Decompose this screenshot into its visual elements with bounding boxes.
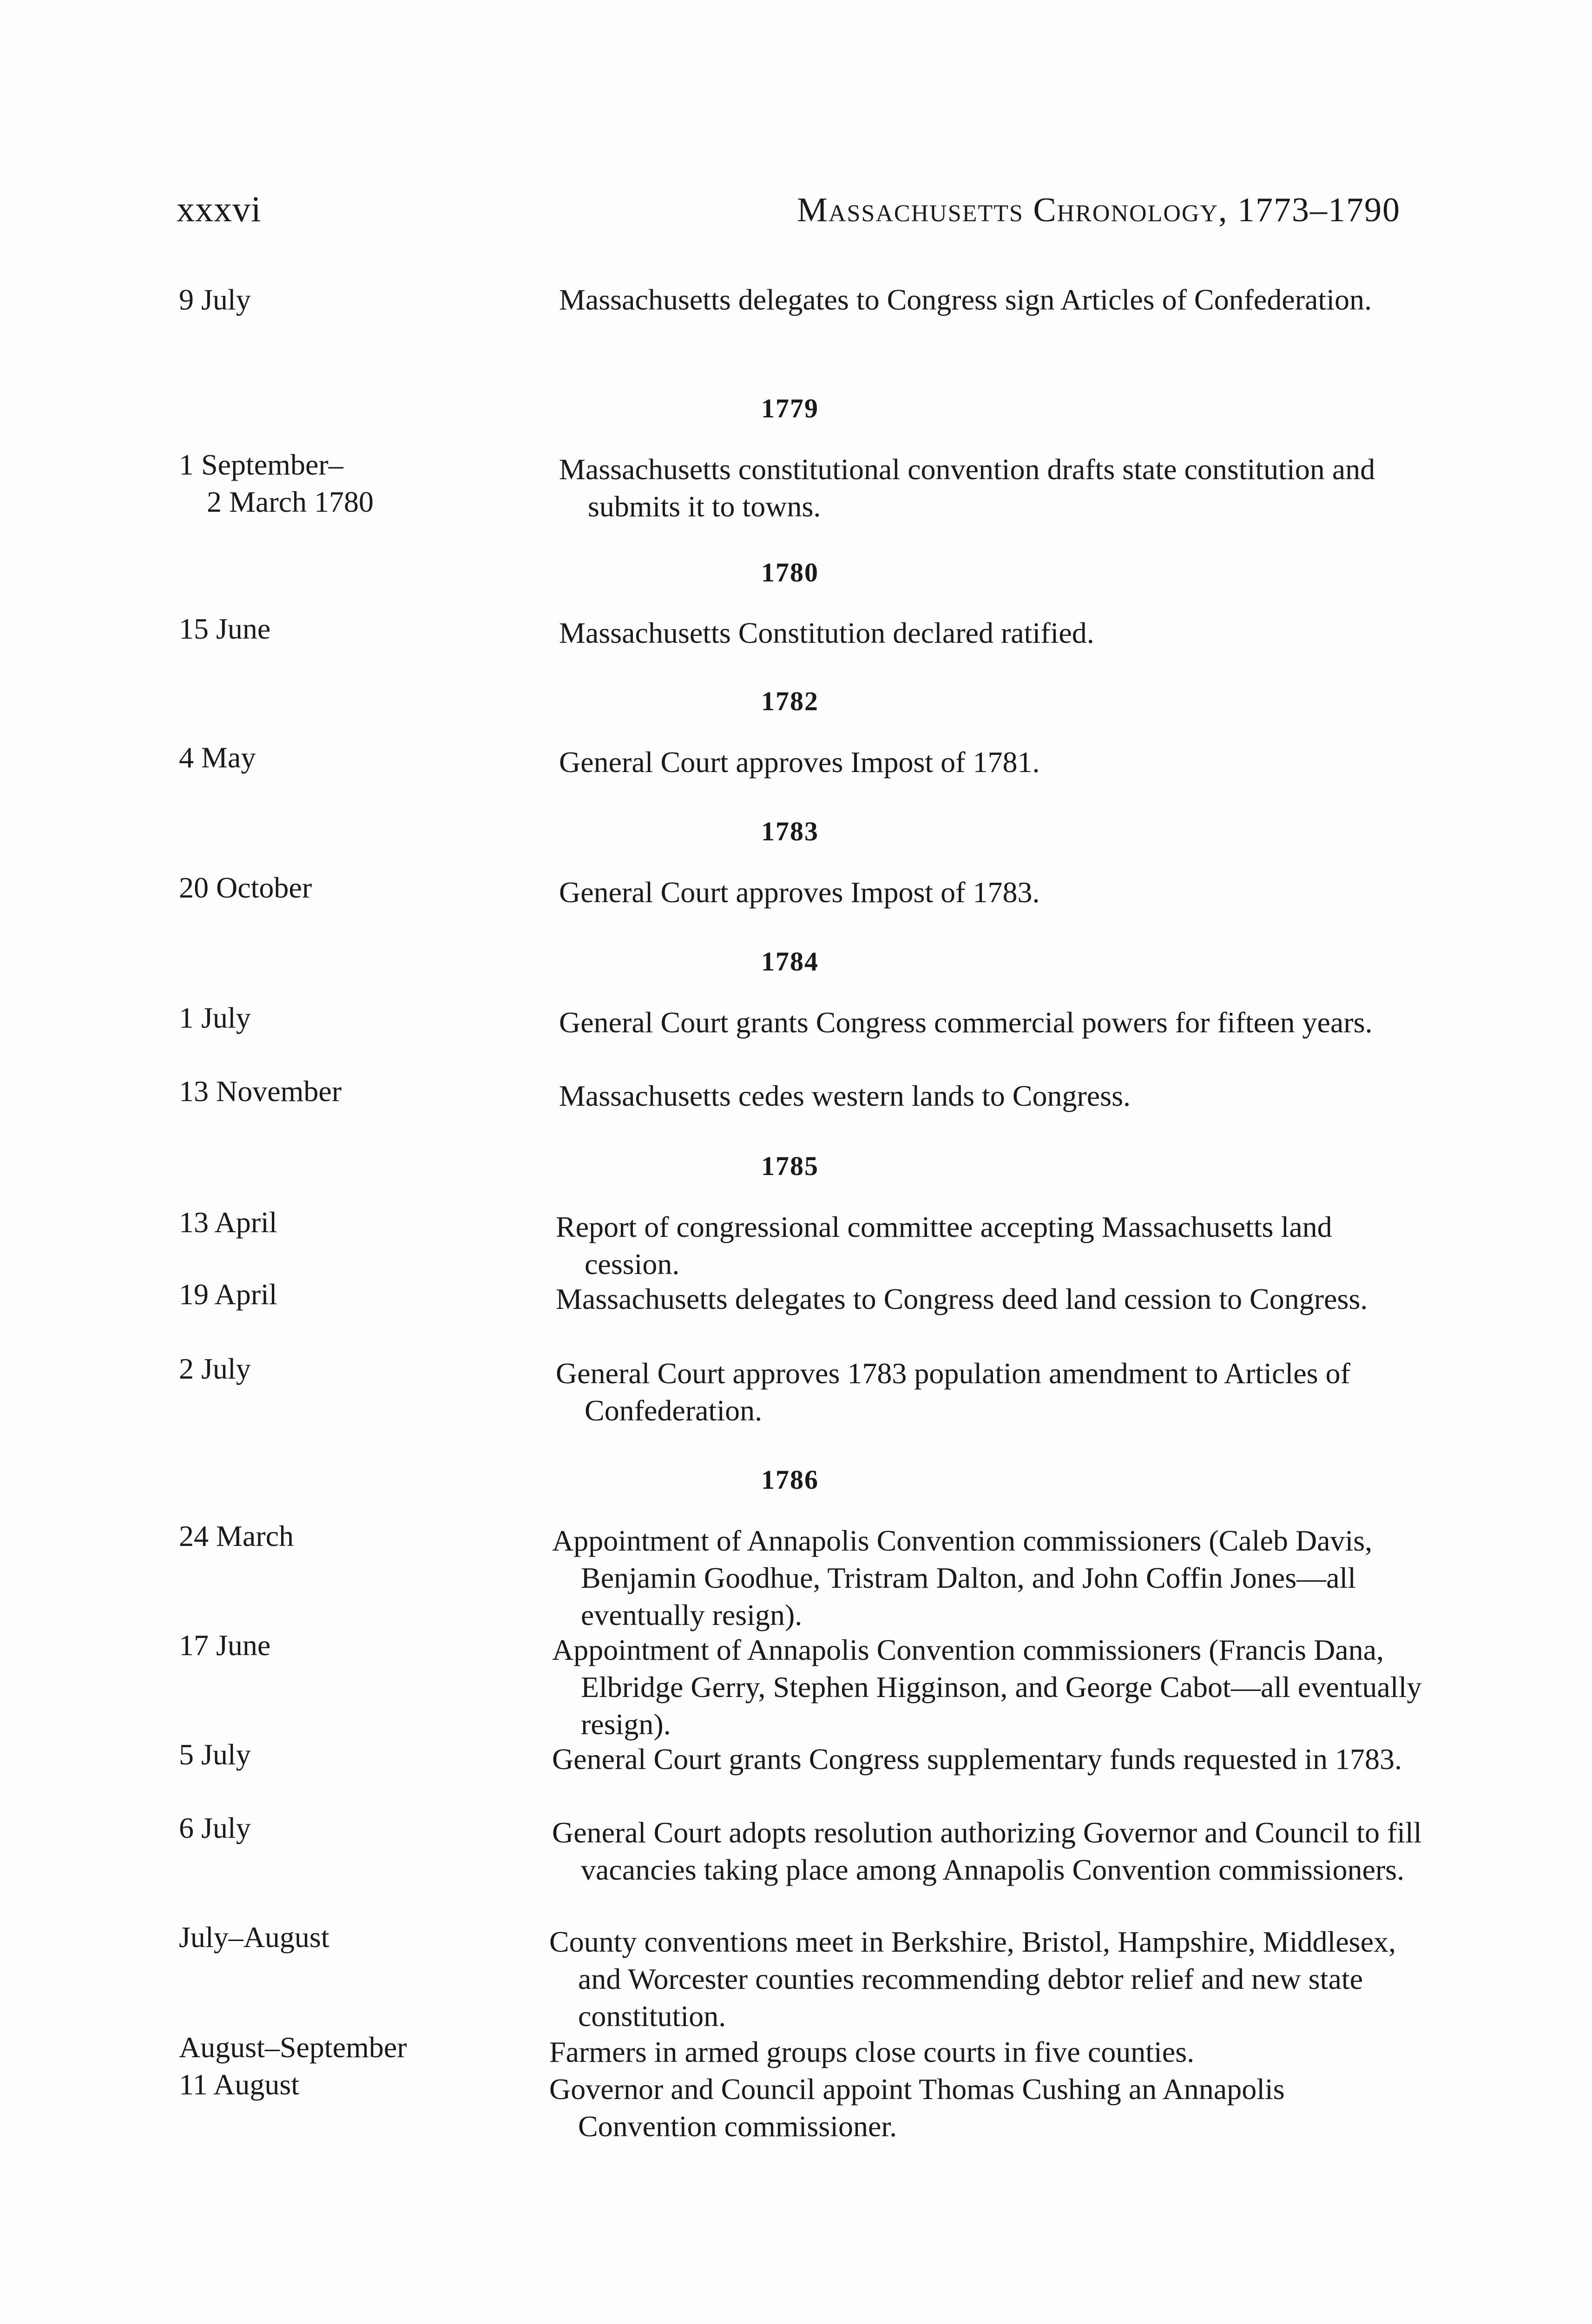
year-heading: 1779	[761, 393, 819, 423]
entry-date: July–August	[179, 1921, 329, 1954]
entry-date: 20 October	[179, 871, 312, 904]
running-head: Massachusetts Chronology, 1773–1790	[797, 191, 1401, 229]
year-heading: 1780	[761, 557, 819, 588]
entry-date: 13 April	[179, 1206, 277, 1239]
entry-date: 5 July	[179, 1738, 251, 1771]
entry-date: 19 April	[179, 1278, 277, 1311]
entry-date	[179, 446, 374, 521]
entry-event: Report of congressional committee accepting Massachusetts land cession.	[556, 1210, 1332, 1281]
entry-event: Appointment of Annapolis Convention commissioners (Caleb Davis, Benjamin Goodhue, Tristram Dalton, and John Coffin Jones—all eventually resign).	[552, 1524, 1373, 1631]
year-heading: 1784	[761, 946, 819, 977]
entry-event: General Court approves Impost of 1783.	[559, 876, 1040, 909]
entry-date: 4 May	[179, 741, 256, 774]
entry-event: Massachusetts Constitution declared ratified.	[559, 616, 1094, 649]
year-heading: 1785	[761, 1151, 819, 1181]
year-heading: 1786	[761, 1465, 819, 1495]
entry-date: 2 July	[179, 1352, 251, 1385]
entry-event: Massachusetts delegates to Congress sign Articles of Confederation.	[559, 283, 1372, 316]
entry-date: 11 August	[179, 2068, 299, 2101]
entry-date-line2: 2 March 1780	[207, 485, 374, 518]
entry-event: General Court approves 1783 population amendment to Articles of Confederation.	[556, 1357, 1350, 1427]
entry-event: Massachusetts cedes western lands to Congress.	[559, 1079, 1131, 1112]
year-heading: 1783	[761, 816, 819, 846]
entry-event: General Court grants Congress supplementary funds requested in 1783.	[552, 1743, 1402, 1776]
entry-event: Massachusetts constitutional convention drafts state constitution and submits it to towns.	[559, 453, 1375, 523]
entry-date: 15 June	[179, 612, 271, 645]
entry-event: Massachusetts delegates to Congress deed land cession to Congress.	[556, 1282, 1368, 1315]
entry-date: 6 July	[179, 1811, 251, 1844]
entry-event: General Court grants Congress commercial powers for fifteen years.	[559, 1006, 1373, 1039]
entry-date: 13 November	[179, 1075, 342, 1108]
entry-event: Farmers in armed groups close courts in five counties.	[549, 2035, 1195, 2068]
entry-event: General Court approves Impost of 1781.	[559, 746, 1040, 779]
entry-date: 1 July	[179, 1001, 251, 1034]
entry-event: Appointment of Annapolis Convention commissioners (Francis Dana, Elbridge Gerry, Stephen Higginson, and George Cabot—all eventually resign).	[552, 1633, 1422, 1741]
page-number: xxxvi	[177, 189, 262, 229]
entry-date: 9 July	[179, 283, 251, 316]
entry-date-line1: 1 September–	[179, 448, 343, 481]
entry-date: 24 March	[179, 1519, 294, 1552]
entry-event: County conventions meet in Berkshire, Bristol, Hampshire, Middlesex, and Worcester counties recommending debtor relief and new state constitution.	[549, 1925, 1396, 2033]
year-heading: 1782	[761, 686, 819, 716]
entry-date: 17 June	[179, 1629, 271, 1662]
entry-event: General Court adopts resolution authorizing Governor and Council to fill vacancies taking place among Annapolis Convention commissioners.	[552, 1816, 1422, 1886]
entry-event: Governor and Council appoint Thomas Cushing an Annapolis Convention commissioner.	[549, 2073, 1285, 2143]
entry-date: August–September	[179, 2031, 407, 2064]
